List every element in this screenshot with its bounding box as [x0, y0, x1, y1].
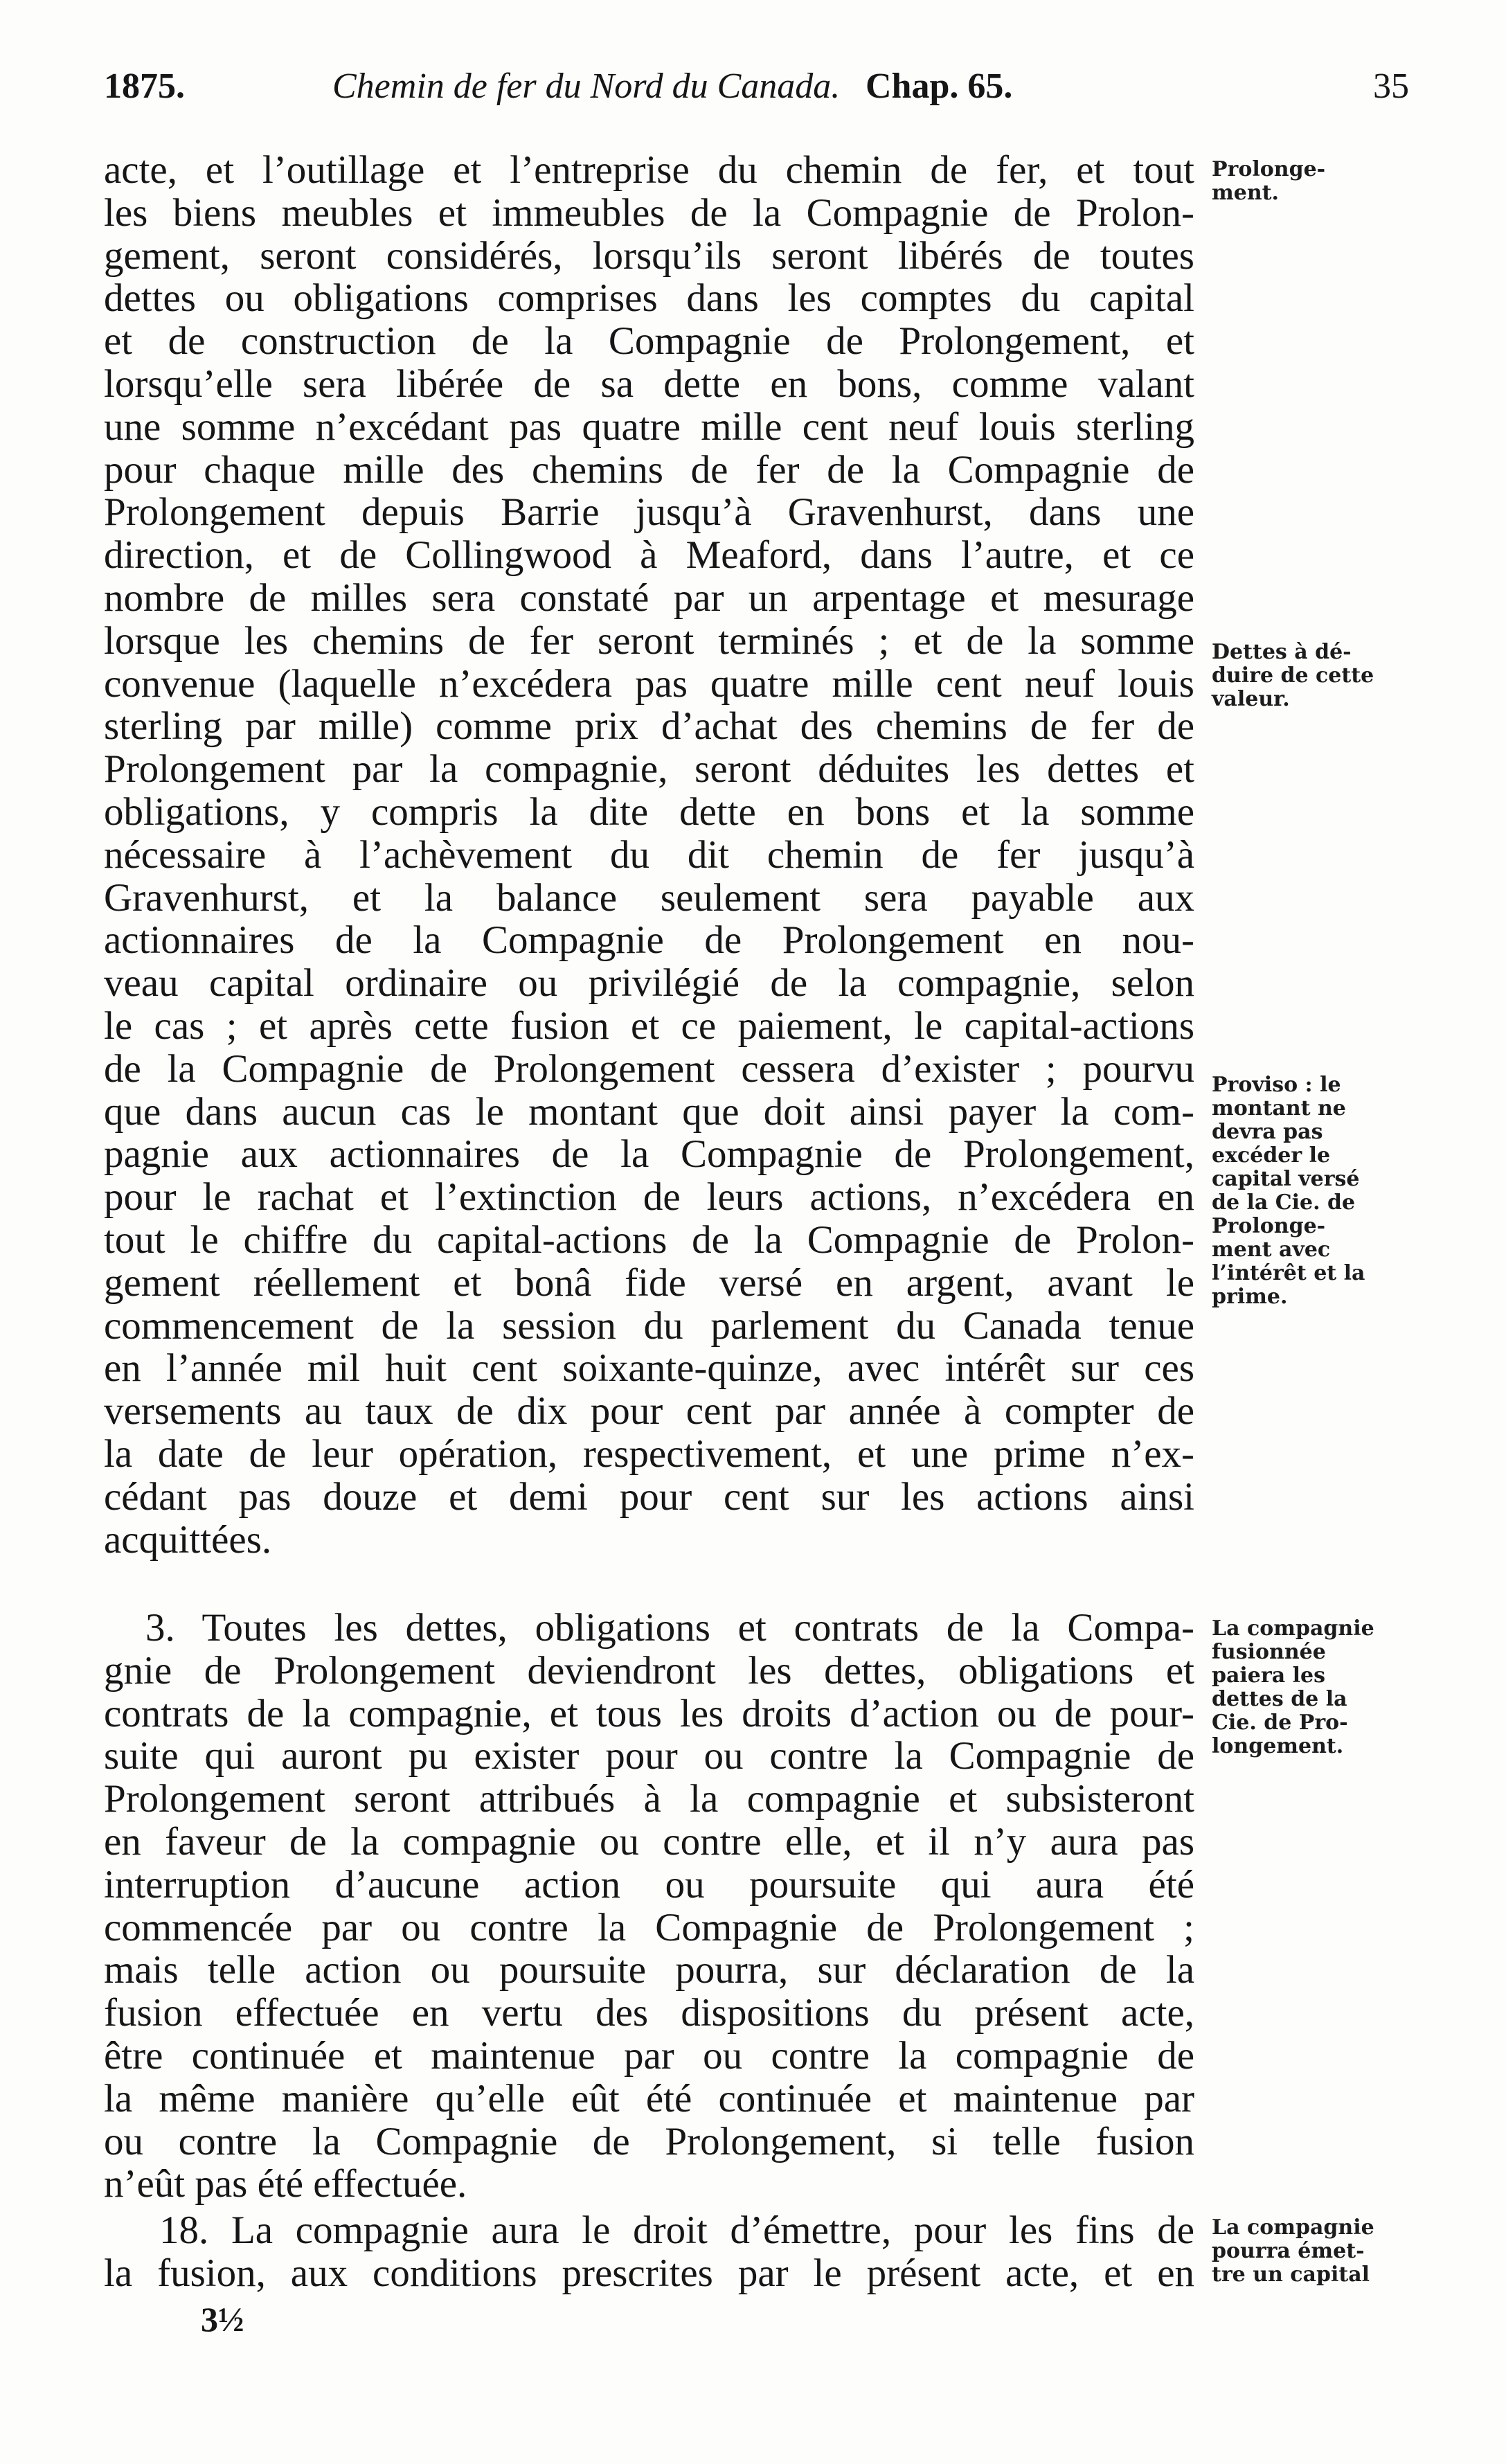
margin-note-proviso: [1212, 1073, 1419, 1309]
text-line: commencée par ou contre la Compagnie de Prolongement ;: [104, 1905, 1194, 1949]
text-line: obligations, y compris la dite dette en bons et la somme: [104, 789, 1194, 834]
text-line: commencement de la session du parlement du Canada tenue: [104, 1303, 1194, 1348]
margin-note-line: devra pas: [1212, 1120, 1323, 1144]
page-header: [104, 66, 1409, 121]
text-line: que dans aucun cas le montant que doit ainsi payer la com-: [104, 1089, 1194, 1134]
text-line: le cas ; et après cette fusion et ce paiement, le capital-actions: [104, 1003, 1194, 1048]
margin-note-line: valeur.: [1212, 687, 1290, 711]
margin-note-line: dettes de la: [1212, 1687, 1347, 1711]
margin-note-line: Cie. de Pro-: [1212, 1711, 1348, 1735]
margin-note-line: Proviso : le: [1212, 1073, 1341, 1097]
text-line: interruption d’aucune action ou poursuite qui aura été: [104, 1862, 1194, 1907]
text-line: dettes ou obligations comprises dans les comptes du capital: [104, 276, 1194, 321]
margin-note-line: paiera les: [1212, 1663, 1325, 1688]
text-line: gement réellement et bonâ fide versé en argent, avant le: [104, 1260, 1194, 1305]
text-line: acte, et l’outillage et l’entreprise du chemin de fer, et tout: [104, 148, 1194, 192]
margin-note-line: Dettes à dé-: [1212, 640, 1352, 664]
text-line: la fusion, aux conditions prescrites par le présent acte, et en: [104, 2251, 1194, 2295]
text-line: une somme n’excédant pas quatre mille cent neuf louis sterling: [104, 404, 1194, 449]
text-line: mais telle action ou poursuite pourra, sur déclaration de la: [104, 1948, 1194, 1992]
text-line: 18. La compagnie aura le droit d’émettre, pour les fins de: [159, 2208, 1194, 2252]
margin-note-line: excéder le: [1212, 1143, 1331, 1168]
margin-note-line: Prolonge-: [1212, 157, 1326, 181]
text-line: acquittées.: [104, 1517, 272, 1562]
text-line: nécessaire à l’achèvement du dit chemin de fer jusqu’à: [104, 832, 1194, 877]
text-line: la date de leur opération, respectivement, et une prime n’ex-: [104, 1431, 1194, 1476]
paragraph-section-3: [104, 1607, 1194, 2206]
header-page-number: 35: [1373, 66, 1409, 106]
margin-note-emettre-capital: [1212, 2216, 1419, 2287]
text-line: sterling par mille) comme prix d’achat des chemins de fer de: [104, 704, 1194, 749]
margin-note-compagnie-fusionnee: [1212, 1617, 1419, 1758]
text-line: en l’année mil huit cent soixante-quinze, avec intérêt sur ces: [104, 1346, 1194, 1391]
text-line: versements au taux de dix pour cent par année à compter de: [104, 1389, 1194, 1434]
text-line: actionnaires de la Compagnie de Prolongement en nou-: [104, 918, 1194, 963]
text-line: direction, et de Collingwood à Meaford, dans l’autre, et ce: [104, 533, 1194, 578]
text-line: tout le chiffre du capital-actions de la Compagnie de Prolon-: [104, 1217, 1194, 1262]
text-line: lorsque les chemins de fer seront terminés ; et de la somme: [104, 618, 1194, 663]
paragraph-1: [104, 149, 1194, 1561]
text-line: de la Compagnie de Prolongement cessera d’exister ; pourvu: [104, 1046, 1194, 1091]
header-chapter: Chap. 65.: [866, 66, 1013, 106]
text-line: nombre de milles sera constaté par un arpentage et mesurage: [104, 575, 1194, 620]
text-line: contrats de la compagnie, et tous les droits d’action ou de pour-: [104, 1691, 1194, 1735]
margin-note-line: La compagnie: [1212, 2215, 1374, 2240]
text-line: et de construction de la Compagnie de Prolongement, et: [104, 319, 1194, 364]
signature-mark: 3½: [201, 2300, 244, 2339]
text-line: Prolongement par la compagnie, seront déduites les dettes et: [104, 747, 1194, 792]
margin-note-line: de la Cie. de: [1212, 1190, 1356, 1215]
margin-note-line: pourra émet-: [1212, 2239, 1365, 2263]
text-line: cédant pas douze et demi pour cent sur les actions ainsi: [104, 1474, 1194, 1519]
margin-note-dettes: [1212, 641, 1419, 711]
margin-note-line: tre un capital: [1212, 2262, 1370, 2287]
margin-note-prolongement: [1212, 158, 1419, 205]
paragraph-section-18: [104, 2209, 1194, 2295]
text-line: ou contre la Compagnie de Prolongement, si telle fusion: [104, 2119, 1194, 2163]
margin-note-line: fusionnée: [1212, 1640, 1326, 1664]
header-title: Chemin de fer du Nord du Canada.: [332, 66, 841, 106]
text-line: Prolongement depuis Barrie jusqu’à Gravenhurst, dans une: [104, 490, 1194, 535]
text-line: veau capital ordinaire ou privilégié de la compagnie, selon: [104, 961, 1194, 1006]
text-line: gnie de Prolongement deviendront les dettes, obligations et: [104, 1648, 1194, 1693]
margin-note-line: Prolonge-: [1212, 1214, 1326, 1238]
margin-note-line: capital versé: [1212, 1167, 1360, 1191]
text-line: Prolongement seront attribués à la compagnie et subsisteront: [104, 1777, 1194, 1821]
text-line: n’eût pas été effectuée.: [104, 2162, 467, 2206]
text-line: en faveur de la compagnie ou contre elle, et il n’y aura pas: [104, 1819, 1194, 1864]
header-year: 1875.: [104, 66, 185, 106]
text-line: 3. Toutes les dettes, obligations et contrats de la Compa-: [145, 1606, 1194, 1650]
text-line: suite qui auront pu exister pour ou contre la Compagnie de: [104, 1734, 1194, 1778]
text-line: Gravenhurst, et la balance seulement sera payable aux: [104, 875, 1194, 920]
text-line: pour chaque mille des chemins de fer de la Compagnie de: [104, 447, 1194, 492]
text-line: gement, seront considérés, lorsqu’ils seront libérés de toutes: [104, 233, 1194, 278]
margin-note-line: l’intérêt et la: [1212, 1261, 1365, 1285]
text-line: lorsqu’elle sera libérée de sa dette en bons, comme valant: [104, 361, 1194, 406]
margin-note-line: ment.: [1212, 181, 1279, 205]
text-line: les biens meubles et immeubles de la Compagnie de Prolon-: [104, 190, 1194, 235]
margin-note-line: longement.: [1212, 1734, 1344, 1758]
text-line: convenue (laquelle n’excédera pas quatre mille cent neuf louis: [104, 661, 1194, 706]
text-line: pour le rachat et l’extinction de leurs actions, n’excédera en: [104, 1175, 1194, 1220]
margin-note-line: ment avec: [1212, 1238, 1331, 1262]
text-line: la même manière qu’elle eût été continuée et maintenue par: [104, 2076, 1194, 2121]
text-line: être continuée et maintenue par ou contre la compagnie de: [104, 2033, 1194, 2078]
text-line: pagnie aux actionnaires de la Compagnie de Prolongement,: [104, 1132, 1194, 1177]
margin-note-line: montant ne: [1212, 1096, 1346, 1121]
margin-note-line: duire de cette: [1212, 663, 1374, 688]
text-line: fusion effectuée en vertu des dispositions du présent acte,: [104, 1991, 1194, 2035]
margin-note-line: La compagnie: [1212, 1616, 1374, 1641]
margin-note-line: prime.: [1212, 1285, 1288, 1309]
